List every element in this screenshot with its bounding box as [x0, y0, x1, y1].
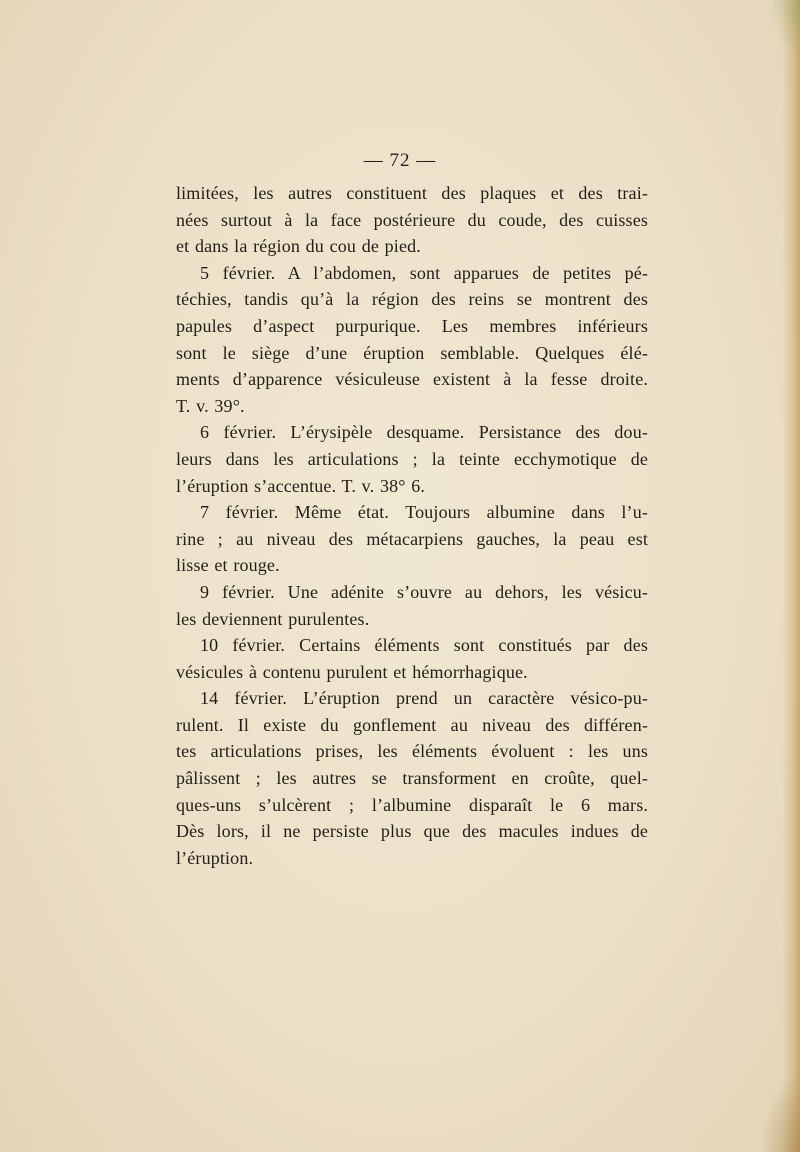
text-line: lisse et rouge.	[176, 555, 280, 576]
text-line: leurs dans les articulations ; la teinte ecchymotique de	[176, 448, 648, 469]
text-line: téchies, tandis qu’à la région des reins se montrent des	[176, 289, 648, 310]
text-line: 5 février. A l’abdomen, sont apparues de petites pé-	[200, 262, 648, 283]
text-line: 7 février. Même état. Toujours albumine dans l’u-	[200, 502, 648, 523]
text-line: 14 février. L’éruption prend un caractère vésico-pu-	[200, 688, 648, 709]
text-line: 10 février. Certains éléments sont constitués par des	[200, 635, 648, 656]
text-line: papules d’aspect purpurique. Les membres inférieurs	[176, 315, 648, 336]
paper-stain	[770, 0, 800, 60]
text-line: ques-uns s’ulcèrent ; l’albumine disparaît le 6 mars.	[176, 794, 648, 815]
text-line: T. v. 39°.	[176, 395, 245, 416]
text-line: 9 février. Une adénite s’ouvre au dehors, les vésicu-	[200, 581, 648, 602]
text-line: 6 février. L’érysipèle desquame. Persistance des dou-	[200, 422, 648, 443]
text-line: les deviennent purulentes.	[176, 608, 370, 629]
text-line: rine ; au niveau des métacarpiens gauches, la peau est	[176, 528, 648, 549]
paper-stain	[760, 1072, 800, 1152]
text-line: tes articulations prises, les éléments évoluent : les uns	[176, 741, 648, 762]
text-line: Dès lors, il ne persiste plus que des macules indues de	[176, 821, 648, 842]
text-line: limitées, les autres constituent des plaques et des trai-	[176, 183, 648, 203]
text-line: nées surtout à la face postérieure du coude, des cuisses	[176, 209, 648, 230]
text-line: vésicules à contenu purulent et hémorrhagique.	[176, 661, 528, 682]
page-edge-shadow	[782, 0, 800, 1152]
text-line: pâlissent ; les autres se transforment en croûte, quel-	[176, 768, 648, 789]
text-line: l’éruption.	[176, 847, 254, 868]
page-number: — 72 —	[363, 150, 437, 171]
text-line: sont le siège d’une éruption semblable. Quelques élé-	[176, 342, 648, 363]
text-line: l’éruption s’accentue. T. v. 38° 6.	[176, 475, 426, 496]
text-line: et dans la région du cou de pied.	[176, 236, 421, 257]
text-line: ments d’apparence vésiculeuse existent à la fesse droite.	[176, 369, 648, 390]
body-text	[176, 180, 648, 871]
text-line: rulent. Il existe du gonflement au niveau des différen-	[176, 714, 648, 735]
